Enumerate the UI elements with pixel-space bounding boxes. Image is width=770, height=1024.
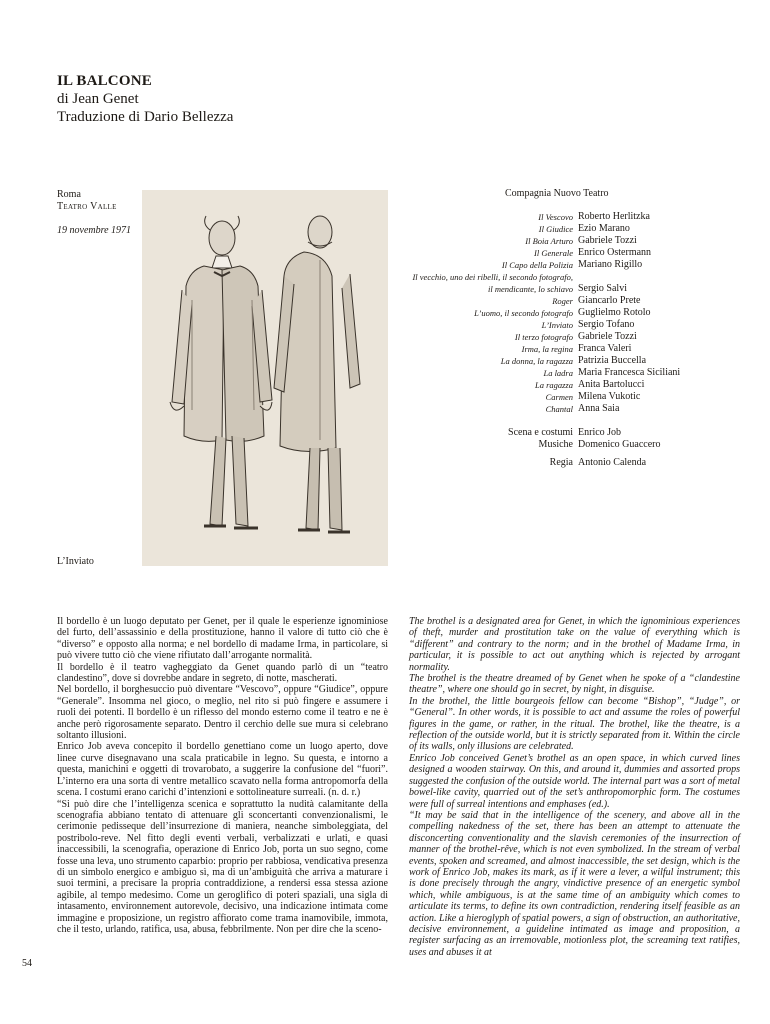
- italian-paragraph: Il bordello è un luogo deputato per Genet, per il quale le esperienze ignominiose del furto, dell’assassinio e della prostituzione, hanno il valore di tutto ciò che è “diverso” e opposto alla norma; e nel bordello di madame Irma, in particolare, si può vivere tutto ciò che viene rifiutato dall’arrogante normalità.: [57, 616, 388, 662]
- title-block: [57, 72, 233, 126]
- director-name: Antonio Calenda: [578, 457, 647, 468]
- cast-table: [405, 211, 680, 469]
- cast-role: La donna, la ragazza: [500, 356, 573, 366]
- cast-actor: Roberto Herlitzka: [578, 211, 650, 222]
- cast-actor: Gabriele Tozzi: [578, 331, 637, 342]
- play-title: IL BALCONE: [57, 73, 152, 89]
- cast-row: [405, 319, 680, 331]
- english-paragraph: The brothel is the theatre dreamed of by Genet when he spoke of a “clandestine theatre”, where one should go in secret, by night, in disguise.: [409, 673, 740, 696]
- cast-actor: Maria Francesca Siciliani: [578, 367, 681, 378]
- cast-row: [405, 307, 680, 319]
- cast-actor: [578, 271, 680, 283]
- costume-sketch-drawing: [142, 190, 388, 566]
- cast-actor: Giancarlo Prete: [578, 295, 641, 306]
- cast-role: L’Inviato: [541, 320, 573, 330]
- italian-body-text: [57, 616, 388, 935]
- director-role: Regia: [549, 457, 573, 468]
- english-body-text: [409, 616, 740, 958]
- crew-row: [405, 439, 680, 451]
- cast-role: Irma, la regina: [521, 344, 573, 354]
- cast-row: [405, 283, 680, 295]
- cast-actor: Patrizia Buccella: [578, 355, 647, 366]
- cast-role: Il terzo fotografo: [514, 332, 573, 342]
- cast-role: Carmen: [545, 392, 573, 402]
- cast-row: [405, 211, 680, 223]
- play-author: di Jean Genet: [57, 91, 139, 107]
- crew-role: Musiche: [538, 439, 573, 450]
- cast-actor: Enrico Ostermann: [578, 247, 652, 258]
- cast-row: [405, 223, 680, 235]
- cast-row: [405, 271, 680, 283]
- crew-row: [405, 427, 680, 439]
- costume-illustration: [142, 190, 388, 566]
- cast-role: Il Boia Arturo: [525, 236, 573, 246]
- company-name: Compagnia Nuovo Teatro: [505, 188, 609, 199]
- cast-role: Roger: [552, 296, 573, 306]
- cast-row: [405, 295, 680, 307]
- cast-role: La ladra: [543, 368, 573, 378]
- cast-actor: Sergio Tofano: [578, 319, 635, 330]
- crew-name: Domenico Guaccero: [578, 439, 661, 450]
- cast-actor: Guglielmo Rotolo: [578, 307, 651, 318]
- italian-paragraph: Nel bordello, il borghesuccio può diventare “Vescovo”, oppure “Giudice”, oppure “Generale”. Insomma nel gioco, o meglio, nel rito si può fingere e assumere i ruoli dei potenti. Il bordello è un riflesso del mondo esterno come il teatro e ne è anche però rigorosamente separato. Dentro il cerchio delle sue mura si celebrano soltanto illusioni.: [57, 684, 388, 742]
- cast-role: Il Generale: [534, 248, 573, 258]
- cast-role: Il Giudice: [538, 224, 573, 234]
- cast-actor: Milena Vukotic: [578, 391, 641, 402]
- cast-actor: Franca Valeri: [578, 343, 632, 354]
- play-translator: Traduzione di Dario Bellezza: [57, 109, 234, 125]
- italian-paragraph: Enrico Job aveva concepito il bordello genettiano come un luogo aperto, dove linee curve disegnavano una scala praticabile in legno. Su questa, e intorno a questa, manichini e oggetti di trovarobato, a suggerire la confusione del “fuori”. L’interno era una sorta di ventre metallico scavato nella forma antropomorfa della scena. I costumi erano carichi d’intenzioni e sottolineature surreali. (n. d. r.): [57, 741, 388, 799]
- cast-role: il mendicante, lo schiavo: [488, 284, 573, 294]
- cast-row: [405, 247, 680, 259]
- illustration-caption: L’Inviato: [57, 556, 94, 567]
- english-paragraph: The brothel is a designated area for Genet, in which the ignominious experiences of theft, murder and prostitution take on the value of everything which is “different” and contrary to the norm; and in the brothel of Madame Irma, in particular, it is possible to act out anything which is rejected by arrogant normality.: [409, 616, 740, 673]
- venue-info: [57, 189, 131, 237]
- venue-theatre: Teatro Valle: [57, 201, 117, 212]
- english-paragraph: Enrico Job conceived Genet’s brothel as an open space, in which curved lines designed a wooden stairway. On this, and around it, dummies and assorted props suggested the confusion of the outside world. The internal part was a sort of metal bowel-like cavity, quarried out of the set’s anthropomorphic form. The costumes were full of surreal intentions and emphases (ed.).: [409, 752, 740, 810]
- cast-actor: Ezio Marano: [578, 223, 630, 234]
- cast-role: Il Vescovo: [538, 212, 573, 222]
- cast-spacer: [405, 415, 680, 427]
- cast-role: La ragazza: [534, 380, 573, 390]
- english-paragraph: In the brothel, the little bourgeois fellow can become “Bishop”, “Judge”, or “General”. In other words, it is possible to act and assume the roles of powerful figures in the game, or rather, in the ritual. The brothel, like the theatre, is a reflection of the outside world, but it is strictly separated from it. Within the circle of its walls, only illusions are celebrated.: [409, 695, 740, 753]
- director-row: [405, 457, 680, 469]
- cast-role: Il vecchio, uno dei ribelli, il secondo fotografo,: [412, 272, 573, 282]
- cast-row: [405, 367, 680, 379]
- venue-city: Roma: [57, 189, 81, 200]
- venue-date: 19 novembre 1971: [57, 225, 132, 236]
- italian-paragraph: “Si può dire che l’intelligenza scenica e soprattutto la nudità calamitante della scenografia abbiano tentato di attenuare gli sconcertanti convenzionalismi, le cerimonie pedisseque dell’insurrezione di maniera, neanche simboleggiata, del postribolo-reve. Nel fitto degli eventi verbali, verbalizzati e urlati, e quasi inaccessibili, la scenografia, operazione di Enrico Job, porta un suo segno, come fosse una leva, uno strumento caparbio: proprio per rabbiosa, vendicativa presenza di un simbolo energico e ambiguo sì, ma di un’ambiguità che arriva a maturare i suoi termini, a precisare la propria contraddizione, a rendersi essa stessa azione agibile, al tempo medesimo. Come un geroglifico di poteri spaziali, una sigla di intasamento, environnement autorevole, decisivo, una indicazione intimata come immagine e proposizione, un registro affiorato come trama inamovibile, immota, che il testo, urlando, ratifica, usa, abusa, febbrilmente. Non per dire che la sceno-: [57, 798, 388, 935]
- cast-actor: Gabriele Tozzi: [578, 235, 637, 246]
- cast-role: Chantal: [545, 404, 573, 414]
- crew-role: Scena e costumi: [508, 427, 573, 438]
- cast-row: [405, 331, 680, 343]
- cast-row: [405, 259, 680, 271]
- english-paragraph: “It may be said that in the intelligence of the scenery, and above all in the compelling nakedness of the set, there has been an attempt to attenuate the disconcerting conventionality and the slavish ceremonies of the insurrection of manner of the brothel-rêve, which is not even symbolized. In the stream of verbal events, spoken and screamed, and almost inaccessible, the set design, which is the work of Enrico Job, makes its mark, as if it were a lever, a wilful instrument; this is done precisely through the angry, vindictive presence of an energetic symbol which, while ambiguous, is at the same time of an ambiguity which comes to articulate its terms, to define its own contradiction, rendering itself feasible as an action. Like a hieroglyph of spatial powers, a sign of obstruction, an authoritative, decisive environnement, a guideline intimated as image and proposition, a register surfacing as an irremovable, motionless plot, the screaming text ratifies, uses and abuses it at: [409, 809, 740, 958]
- cast-row: [405, 235, 680, 247]
- page-number: 54: [22, 958, 32, 969]
- cast-row: [405, 403, 680, 415]
- cast-row: [405, 343, 680, 355]
- cast-actor: Anita Bartolucci: [578, 379, 645, 390]
- cast-row: [405, 355, 680, 367]
- cast-actor: Mariano Rigillo: [578, 259, 643, 270]
- cast-row: [405, 379, 680, 391]
- italian-paragraph: Il bordello è il teatro vagheggiato da Genet quando parlò di un “teatro clandestino”, dove si dovrebbe andare in segreto, di notte, mascherati.: [57, 661, 388, 685]
- cast-role: Il Capo della Polizia: [501, 260, 573, 270]
- cast-row: [405, 391, 680, 403]
- cast-role: L’uomo, il secondo fotografo: [474, 308, 573, 318]
- cast-list: [405, 211, 705, 469]
- crew-name: Enrico Job: [578, 427, 622, 438]
- cast-actor: Anna Saia: [578, 403, 620, 414]
- cast-actor: Sergio Salvi: [578, 283, 627, 294]
